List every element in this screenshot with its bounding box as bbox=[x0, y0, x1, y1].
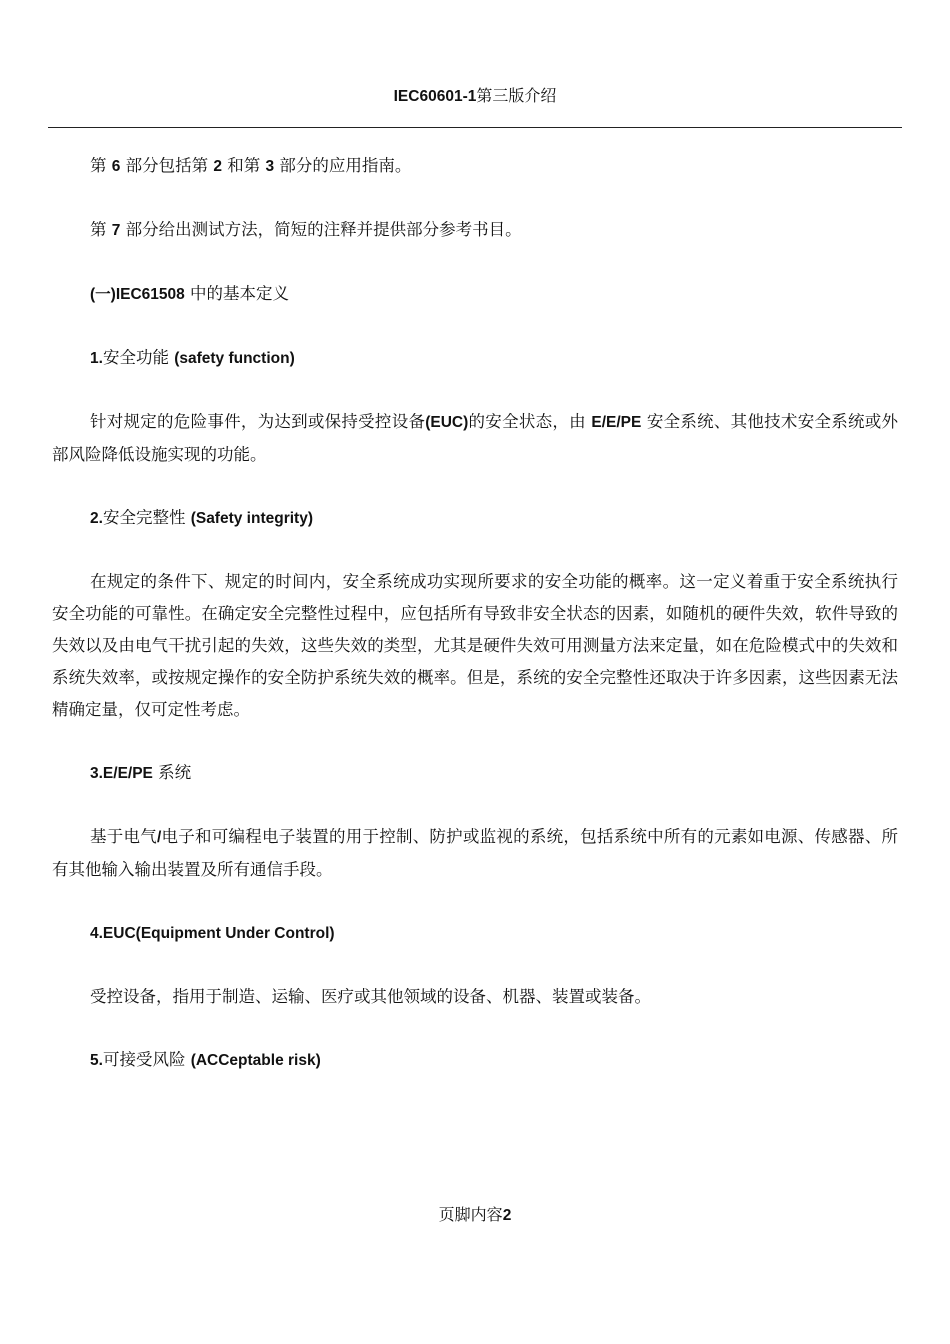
header-title: 第三版介绍 bbox=[476, 86, 557, 105]
text-run: 部分的应用指南。 bbox=[274, 156, 412, 175]
text-run-bold: (EUC) bbox=[425, 414, 469, 431]
text-run: 的安全状态，由 bbox=[468, 412, 592, 431]
footer-text: 页脚内容 bbox=[438, 1205, 503, 1224]
definition-body-1 bbox=[52, 406, 898, 471]
definition-heading-3 bbox=[52, 757, 898, 790]
section-heading bbox=[52, 278, 898, 311]
text-run-bold: / bbox=[156, 829, 162, 846]
definition-number: 2. bbox=[90, 510, 103, 527]
text-run-bold: 7 bbox=[111, 222, 121, 239]
text-run: 第 bbox=[90, 156, 112, 175]
page-footer bbox=[48, 1203, 902, 1228]
document-body bbox=[52, 150, 898, 1108]
text-run-bold: 6 bbox=[111, 158, 121, 175]
section-heading-text: 中的基本定义 bbox=[184, 284, 290, 303]
definition-title-en: (safety function) bbox=[174, 350, 295, 367]
definition-title-en: (Safety integrity) bbox=[190, 510, 313, 527]
header-rule bbox=[48, 127, 902, 128]
definition-body-3 bbox=[52, 821, 898, 886]
definition-body-4: 受控设备，指用于制造、运输、医疗或其他领域的设备、机器、装置或装备。 bbox=[90, 987, 651, 1006]
header-code: IEC60601-1 bbox=[393, 88, 477, 105]
paragraph-part6 bbox=[52, 150, 898, 183]
text-run: 针对规定的危险事件，为达到或保持受控设备 bbox=[90, 412, 426, 431]
section-heading-prefix: (一)IEC61508 bbox=[90, 286, 185, 303]
definition-number: 3.E/E/PE bbox=[90, 765, 153, 782]
definition-number: 5. bbox=[90, 1052, 103, 1069]
page-number: 2 bbox=[502, 1207, 512, 1224]
paragraph-part7 bbox=[52, 214, 898, 247]
definition-title: 安全功能 bbox=[102, 348, 175, 367]
page-header bbox=[48, 84, 902, 109]
text-run-bold: 3 bbox=[265, 158, 275, 175]
text-run: 电子和可编程电子装置的用于控制、防护或监视的系统，包括系统中所有的元素如电源、传感器、所有其他输入输出装置及所有通信手段。 bbox=[52, 827, 899, 879]
text-run: 安全系统、其他技术安全系统或外部风险降低设施实现的功能。 bbox=[52, 412, 898, 464]
definition-heading-2 bbox=[52, 502, 898, 535]
definition-title-en: (ACCeptable risk) bbox=[190, 1052, 321, 1069]
definition-title: 可接受风险 bbox=[102, 1050, 191, 1069]
text-run: 和第 bbox=[222, 156, 266, 175]
definition-number: 1. bbox=[90, 350, 103, 367]
definition-title: 安全完整性 bbox=[102, 508, 191, 527]
text-run-bold: E/E/PE bbox=[591, 414, 642, 431]
definition-heading-5 bbox=[52, 1044, 898, 1077]
definition-title: 系统 bbox=[152, 763, 192, 782]
definition-body-2: 在规定的条件下、规定的时间内，安全系统成功实现所要求的安全功能的概率。这一定义着重于安全系统执行安全功能的可靠性。在确定安全完整性过程中，应包括所有导致非安全状态的因素，如随机的硬件失效，软件导致的失效以及由电气干扰引起的失效，这些失效的类型，尤其是硬件失效可用测量方法来定量，如在危险模式中的失效和系统失效率，或按规定操作的安全防护系统失效的概率。但是，系统的安全完整性还取决于许多因素，这些因素无法精确定量，仅可定性考虑。 bbox=[52, 572, 898, 719]
text-run: 部分给出测试方法，简短的注释并提供部分参考书目。 bbox=[120, 220, 522, 239]
text-run: 基于电气 bbox=[90, 827, 157, 846]
text-run-bold: 2 bbox=[213, 158, 222, 175]
text-run: 部分包括第 bbox=[120, 156, 214, 175]
definition-number: 4.EUC(Equipment Under Control) bbox=[90, 925, 335, 942]
definition-heading-4 bbox=[52, 917, 898, 950]
definition-heading-1 bbox=[52, 342, 898, 375]
text-run: 第 bbox=[90, 220, 112, 239]
